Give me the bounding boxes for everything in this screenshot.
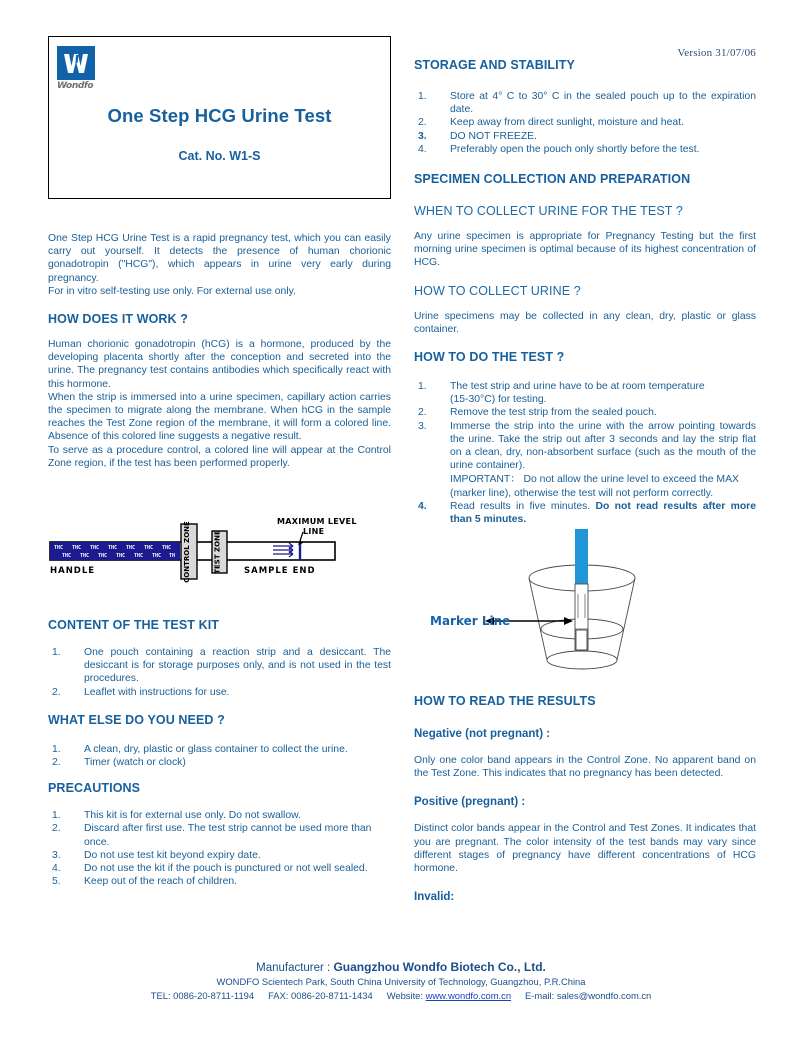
website-label: Website: xyxy=(386,990,426,1001)
list-number: 3. xyxy=(52,849,61,861)
list-number: 5. xyxy=(52,876,61,888)
svg-text:THC: THC xyxy=(62,553,72,559)
list-text-bold: Do not read results after more than 5 minutes. xyxy=(450,500,756,526)
catalog-number: Cat. No. W1-S xyxy=(178,149,261,163)
list-number: 2. xyxy=(52,757,61,769)
heading-storage-stability: STORAGE AND STABILITY xyxy=(414,58,575,72)
svg-text:SAMPLE END: SAMPLE END xyxy=(244,566,316,576)
list-item xyxy=(414,420,756,500)
heading-content-of-kit: CONTENT OF THE TEST KIT xyxy=(48,618,220,632)
list-number: 2. xyxy=(418,117,427,129)
right-column-lower xyxy=(414,694,756,909)
need-list xyxy=(48,743,391,769)
list-number: 1. xyxy=(52,647,61,658)
list-item xyxy=(414,380,756,406)
list-text: Keep out of the reach of children. xyxy=(84,876,238,888)
svg-text:THC: THC xyxy=(144,545,154,551)
how-works-paragraph-2: When the strip is immersed into a urine specimen, capillary action carries the specimen to migrate along the membrane. When hCG in the sample reaches the Test Zone region of the membrane, it will form a colored line. Absence of this colored line suggests a negative result. xyxy=(48,391,391,443)
fax: FAX: 0086-20-8711-1434 xyxy=(268,990,373,1001)
right-column-upper xyxy=(414,58,756,526)
svg-text:THC: THC xyxy=(134,553,144,559)
important-note: IMPORTANT： Do not allow the urine level to exceed the MAX (marker line), otherwise the test will not perform correctly. xyxy=(450,474,739,499)
page-title: One Step HCG Urine Test xyxy=(107,105,332,126)
page-footer xyxy=(0,960,802,1001)
svg-text:THC: THC xyxy=(108,545,118,551)
svg-text:THC: THC xyxy=(72,545,82,551)
manufacturer-name: Guangzhou Wondfo Biotech Co., Ltd. xyxy=(333,960,546,974)
list-text: One pouch containing a reaction strip and a desiccant. The desiccant is for storage purposes only, and is not used in the test procedures. xyxy=(84,647,391,685)
website-link[interactable]: www.wondfo.com.cn xyxy=(425,990,512,1001)
svg-text:HANDLE: HANDLE xyxy=(50,566,96,576)
heading-precautions: PRECAUTIONS xyxy=(48,781,141,796)
list-text: Read results in five minutes. xyxy=(450,500,596,512)
list-number: 2. xyxy=(52,686,61,698)
svg-text:CONTROL ZONE: CONTROL ZONE xyxy=(183,521,191,583)
list-text: A clean, dry, plastic or glass container to collect the urine. xyxy=(84,743,348,755)
how-to-do-list xyxy=(414,380,756,526)
list-item xyxy=(48,646,391,686)
list-text: The test strip and urine have to be at room temperature xyxy=(450,381,705,393)
svg-text:LINE: LINE xyxy=(303,527,325,536)
email: E-mail: sales@wondfo.com.cn xyxy=(525,990,652,1001)
list-item xyxy=(48,756,391,769)
svg-text:THC: THC xyxy=(98,553,108,559)
manufacturer-line xyxy=(0,960,802,974)
urine-cup-diagram xyxy=(430,522,750,682)
list-item xyxy=(48,686,391,699)
precautions-list xyxy=(48,809,391,888)
list-text: Do not use the kit if the pouch is punctured or not well sealed. xyxy=(84,863,368,875)
when-to-collect-body: Any urine specimen is appropriate for Pregnancy Testing but the first morning urine specimen is optimal because of its highest concentration of HCG. xyxy=(414,231,756,269)
intro-paragraph-2: For in vitro self-testing use only. For external use only. xyxy=(48,285,296,297)
list-number: 4. xyxy=(418,500,427,512)
list-text: Discard after first use. The test strip cannot be used more than once. xyxy=(84,823,372,848)
negative-body: Only one color band appears in the Control Zone. No apparent band on the Test Zone. This indicates that no pregnancy has been detected. xyxy=(414,755,756,780)
heading-positive: Positive (pregnant) : xyxy=(414,796,526,809)
heading-what-else-need: WHAT ELSE DO YOU NEED ? xyxy=(48,712,225,727)
company-address: WONDFO Scientech Park, South China University of Technology, Guangzhou, P.R.China xyxy=(216,976,586,987)
manufacturer-prefix: Manufacturer : xyxy=(256,962,334,974)
wondfo-logo-icon xyxy=(57,46,95,80)
list-number: 4. xyxy=(418,143,427,155)
list-item xyxy=(414,116,756,129)
list-text: This kit is for external use only. Do not swallow. xyxy=(84,810,301,822)
list-text: Timer (watch or clock) xyxy=(84,757,186,769)
contact-line xyxy=(0,990,802,1001)
how-works-paragraph-1: Human chorionic gonadotropin (hCG) is a hormone, produced by the developing placenta shortly after the conception and secreted into the urine. The pregnancy test contains antibodies which specifically react with this hormone. xyxy=(48,339,391,390)
how-to-collect-body: Urine specimens may be collected in any clean, dry, plastic or glass container. xyxy=(414,310,756,335)
list-number: 1. xyxy=(418,91,427,102)
svg-text:TH: TH xyxy=(169,553,176,559)
list-number: 3. xyxy=(418,130,427,142)
list-number: 3. xyxy=(418,420,427,432)
telephone: TEL: 0086-20-8711-1194 xyxy=(150,990,255,1001)
heading-how-to-do-test: HOW TO DO THE TEST ? xyxy=(414,350,565,365)
list-number: 2. xyxy=(52,823,61,835)
positive-body: Distinct color bands appear in the Control and Test Zones. It indicates that you are pregnant. The color intensity of the test bands may vary since different stages of pregnancy have different concentrations of HCG hormone. xyxy=(414,823,756,875)
list-item xyxy=(48,822,391,848)
heading-how-does-it-work: HOW DOES IT WORK ? xyxy=(48,312,188,327)
svg-text:THC: THC xyxy=(90,545,100,551)
wondfo-wordmark: Wondfo xyxy=(57,81,94,91)
list-text: Preferably open the pouch only shortly before the test. xyxy=(450,143,700,155)
list-number: 1. xyxy=(52,743,61,755)
list-text: DO NOT FREEZE. xyxy=(450,130,537,142)
list-number: 1. xyxy=(418,381,427,393)
heading-how-to-read-results: HOW TO READ THE RESULTS xyxy=(414,694,596,708)
list-number: 1. xyxy=(52,810,61,822)
test-strip-diagram xyxy=(48,512,393,598)
list-item xyxy=(414,130,756,143)
marker-line-label: Marker Line xyxy=(430,614,511,628)
list-text: Do not use test kit beyond expiry date. xyxy=(84,849,261,861)
version-label: Version 31/07/06 xyxy=(677,47,756,59)
list-text: Keep away from direct sunlight, moisture and heat. xyxy=(450,117,684,129)
heading-negative: Negative (not pregnant) : xyxy=(414,728,551,740)
list-item xyxy=(48,875,391,888)
svg-text:MAXIMUM LEVEL: MAXIMUM LEVEL xyxy=(277,517,357,526)
svg-text:THC: THC xyxy=(54,545,64,551)
list-number: 4. xyxy=(52,863,61,875)
how-works-paragraph-3: To serve as a procedure control, a colored line will appear at the Control Zone region, if the test has been performed properly. xyxy=(48,444,391,469)
heading-how-to-collect: HOW TO COLLECT URINE ? xyxy=(414,283,581,298)
svg-text:THC: THC xyxy=(116,553,126,559)
storage-list xyxy=(414,90,756,156)
list-item xyxy=(48,743,391,756)
list-item xyxy=(414,90,756,116)
list-text: Immerse the strip into the urine with the arrow pointing towards the urine. Take the strip out after 3 seconds and lay the strip flat on a clean, dry, non-absorbent surface (such as the mouth of the urine container). xyxy=(450,420,756,472)
heading-specimen-collection: SPECIMEN COLLECTION AND PREPARATION xyxy=(414,172,691,187)
list-item xyxy=(48,809,391,822)
content-list xyxy=(48,646,391,699)
left-column-upper xyxy=(48,232,391,470)
product-header-box xyxy=(48,36,391,199)
list-text: Remove the test strip from the sealed pouch. xyxy=(450,407,657,419)
intro-paragraph-1: One Step HCG Urine Test is a rapid pregnancy test, which you can easily carry out yourself. It detects the presence of human chorionic gonadotropin ("HCG"), which appears in urine very early during pregnancy. xyxy=(48,233,391,284)
svg-text:THC: THC xyxy=(162,545,172,551)
list-item xyxy=(414,406,756,419)
list-text: Leaflet with instructions for use. xyxy=(84,686,230,698)
svg-text:THC: THC xyxy=(80,553,90,559)
left-column-lower xyxy=(48,618,391,888)
list-item xyxy=(414,143,756,156)
list-text: Store at 4° C to 30° C in the sealed pouch up to the expiration date. xyxy=(450,91,756,116)
brand-logo xyxy=(57,46,109,91)
heading-when-to-collect: WHEN TO COLLECT URINE FOR THE TEST ? xyxy=(414,204,683,219)
list-text-continued: (15-30°C) for testing. xyxy=(450,394,547,406)
list-item xyxy=(48,862,391,875)
heading-invalid: Invalid: xyxy=(414,891,455,904)
list-item xyxy=(48,849,391,862)
svg-text:THC: THC xyxy=(152,553,162,559)
svg-text:THC: THC xyxy=(126,545,136,551)
list-number: 2. xyxy=(418,407,427,419)
svg-text:TEST ZONE: TEST ZONE xyxy=(213,530,222,574)
